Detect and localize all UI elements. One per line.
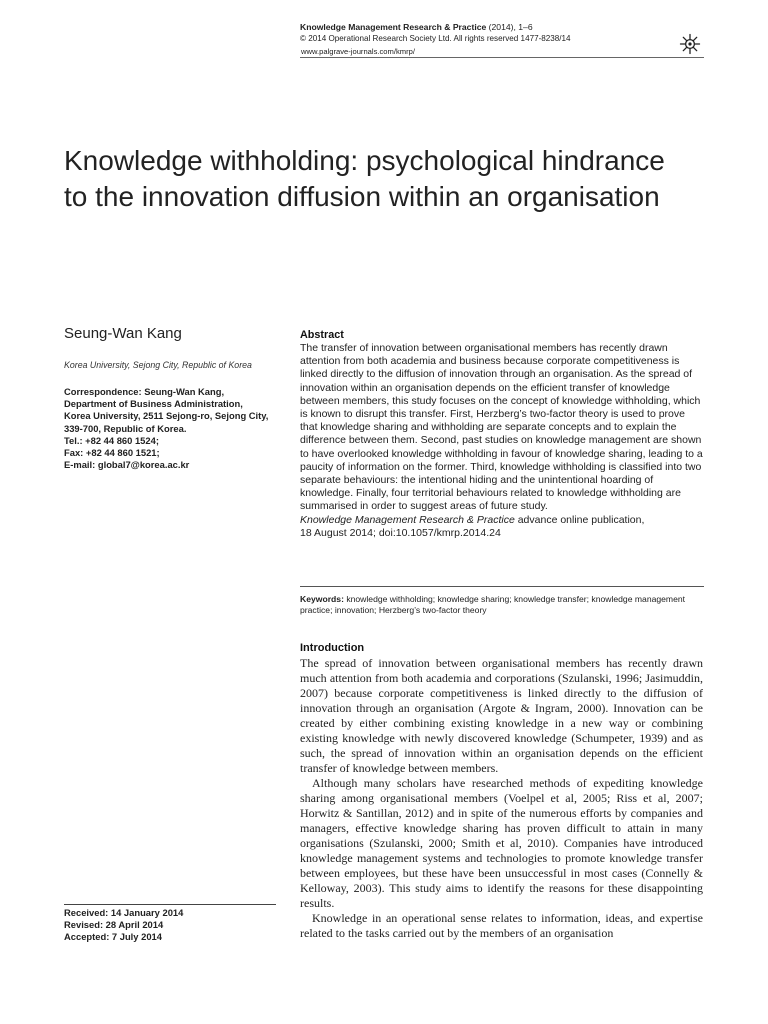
introduction-heading: Introduction (300, 642, 365, 654)
keywords (300, 594, 704, 616)
publication-status: advance online publication, (514, 513, 645, 526)
publisher-logo-icon (679, 33, 701, 55)
body-paragraph: Knowledge in an operational sense relates to information, ideas, and expertise related to the tasks carried out by the members of an organisation (300, 911, 703, 940)
correspondence-fax: Fax: +82 44 860 1521; (64, 447, 160, 459)
abstract-heading: Abstract (300, 329, 344, 341)
publication-journal: Knowledge Management Research & Practice (300, 513, 515, 526)
article-title: Knowledge withholding: psychological hindrance to the innovation diffusion within an organisation (64, 145, 665, 212)
header-divider (300, 57, 704, 58)
correspondence-line: Korea University, 2511 Sejong-ro, Sejong City, (64, 410, 269, 422)
dates-divider (64, 904, 276, 905)
keywords-divider (300, 586, 704, 587)
keywords-list: knowledge withholding; knowledge sharing; knowledge transfer; knowledge management practice; innovation; Herzberg’s two-factor theory (300, 594, 686, 615)
introduction-section (300, 641, 703, 941)
journal-header (300, 22, 710, 57)
author-affiliation: Korea University, Sejong City, Republic of Korea (64, 360, 252, 370)
copyright-notice: © 2014 Operational Research Society Ltd. All rights reserved 1477-8238/14 (300, 34, 571, 43)
keywords-label: Keywords: (300, 594, 344, 604)
journal-name: Knowledge Management Research & Practice (300, 22, 487, 32)
revised-date: Revised: 28 April 2014 (64, 919, 164, 930)
publication-doi[interactable]: 18 August 2014; doi:10.1057/kmrp.2014.24 (300, 526, 501, 539)
accepted-date: Accepted: 7 July 2014 (64, 931, 162, 942)
correspondence-block (64, 386, 284, 471)
correspondence-line: 339-700, Republic of Korea. (64, 422, 187, 434)
correspondence-line: Department of Business Administration, (64, 398, 243, 410)
author-name: Seung-Wan Kang (64, 325, 182, 342)
journal-url[interactable]: www.palgrave-journals.com/kmrp/ (301, 47, 415, 56)
body-paragraph: Although many scholars have researched methods of expediting knowledge sharing among organisational members (Voelpel et al, 2005; Riss et al, 2007; Horwitz & Santillan, 2012) and in spite of the numerous efforts by companies and managers, effective knowledge sharing has proven difficult to attain in many organisations (Szulanski, 2000; Smith et al, 2010). Companies have introduced knowledge management systems and technologies to promote knowledge transfer between employees, but these have been unsuccessful in most cases (Connelly & Kelloway, 2003). This study aims to identify the reasons for these disappointing results. (300, 776, 703, 910)
publication-info (300, 514, 703, 527)
journal-volume: (2014), 1–6 (488, 22, 533, 32)
abstract-section (300, 328, 703, 540)
article-dates (64, 907, 183, 943)
journal-citation (300, 22, 710, 33)
correspondence-line: Correspondence: Seung-Wan Kang, (64, 386, 225, 397)
received-date: Received: 14 January 2014 (64, 907, 184, 918)
correspondence-email[interactable]: E-mail: global7@korea.ac.kr (64, 459, 190, 471)
body-paragraph: The spread of innovation between organisational members has recently drawn much attention from both academia and corporations (Szulanski, 1996; Jasimuddin, 2007) because corporate competitiveness is linked directly to the diffusion of innovation through an organisation (Argote & Ingram, 2000). Innovation can be created by either combining existing knowledge in a new way or combining existing knowledge with newly discovered knowledge (Schumpeter, 1939) and as such, the spread of innovation within an organisation depends on the efficient transfer of knowledge between members. (300, 656, 703, 775)
correspondence-tel: Tel.: +82 44 860 1524; (64, 434, 159, 446)
abstract-text: The transfer of innovation between organisational members has recently drawn attention from both academia and business because corporate competitiveness is linked directly to the diffusion of innovation through an organisation. As the spread of innovation within an organisation depends on the efficient transfer of knowledge between members, this study focuses on the concept of knowledge withholding, which is known to disrupt this transfer. First, Herzberg’s two-factor theory is used to prove that knowledge sharing and withholding are separate concepts and to explain the difference between them. Second, past studies on knowledge management are shown to have overlooked knowledge withholding in favour of knowledge sharing, leading to a paucity of information on the former. Third, knowledge withholding is classified into two separate behaviours: the intentional hiding and the unintentional hoarding of knowledge. Finally, four territorial behaviours related to knowledge withholding are summarised in order to suggest areas of future study. (300, 342, 703, 513)
